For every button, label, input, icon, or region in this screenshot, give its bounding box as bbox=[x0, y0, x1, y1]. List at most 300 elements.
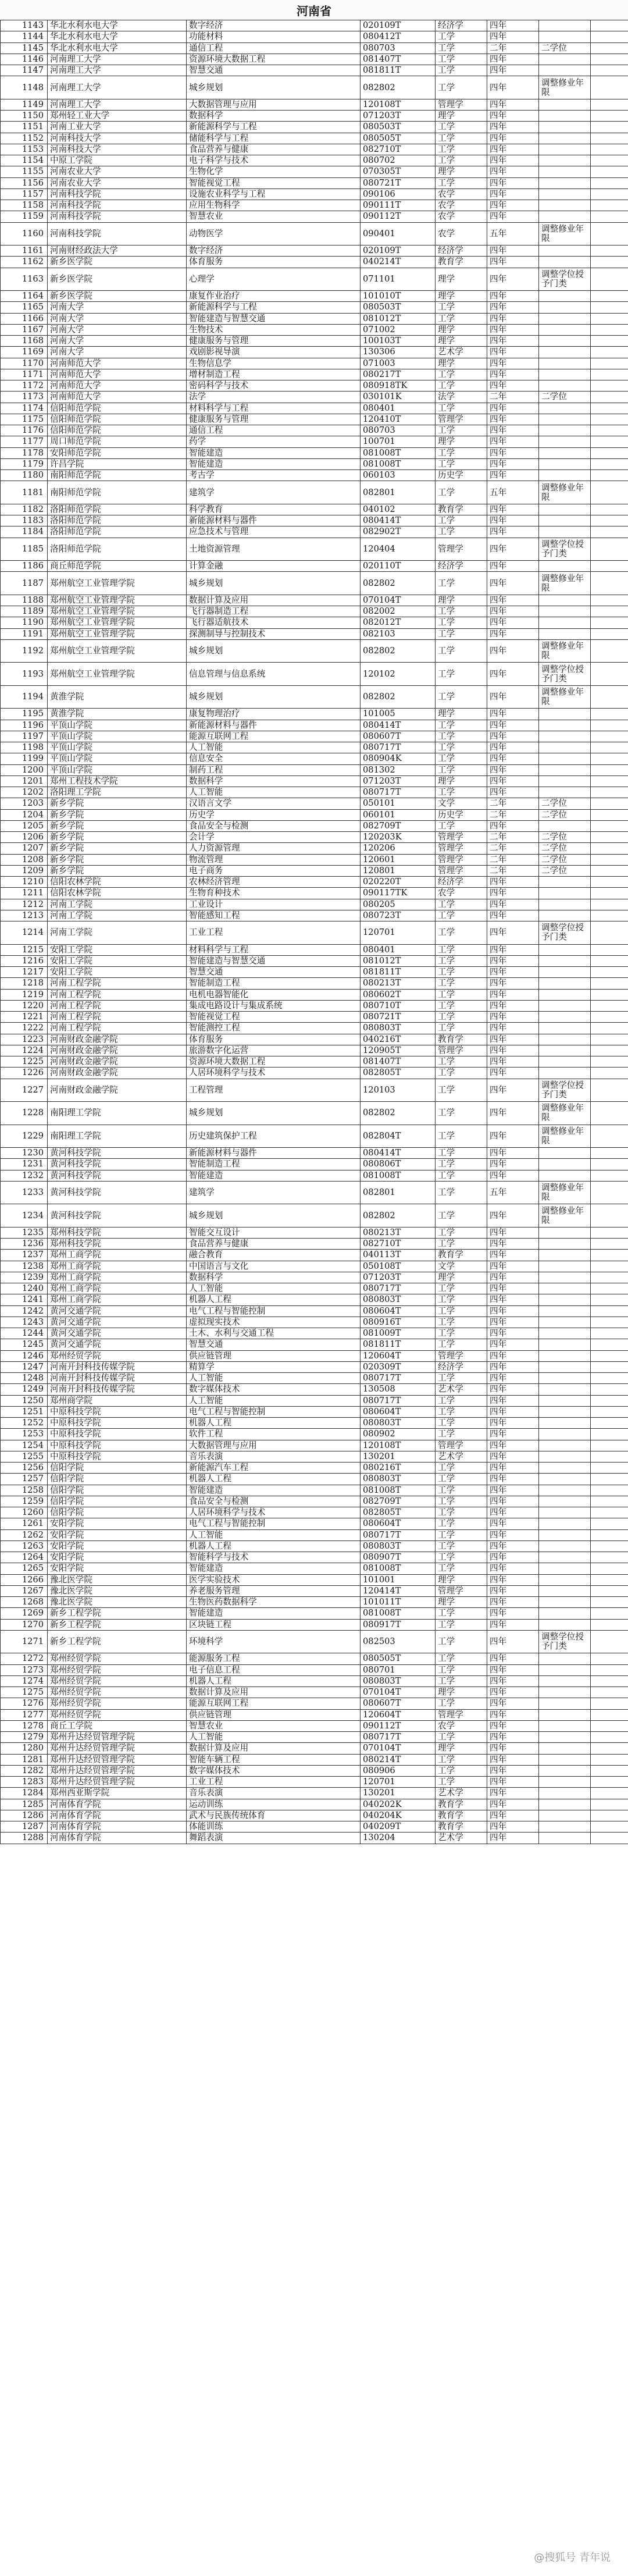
cell-university: 河南理工大学 bbox=[48, 65, 187, 76]
cell-duration: 四年 bbox=[487, 1597, 539, 1608]
cell-duration: 二年 bbox=[487, 832, 539, 843]
cell-university: 郑州经贸学院 bbox=[48, 1653, 187, 1664]
cell-major: 材料科学与工程 bbox=[187, 403, 361, 414]
cell-duration: 四年 bbox=[487, 380, 539, 392]
cell-extra-remark bbox=[591, 538, 628, 561]
cell-row-number: 1282 bbox=[1, 1765, 48, 1776]
cell-remark bbox=[539, 166, 591, 177]
cell-major: 体育服务 bbox=[187, 257, 361, 268]
table-row bbox=[1, 1440, 628, 1451]
cell-major-code: 071203T bbox=[361, 1272, 436, 1283]
cell-major-code: 080803T bbox=[361, 1675, 436, 1687]
cell-duration: 四年 bbox=[487, 1485, 539, 1496]
cell-major: 生物技术 bbox=[187, 324, 361, 335]
cell-extra-remark bbox=[591, 1765, 628, 1776]
cell-major-code: 082503 bbox=[361, 1630, 436, 1653]
table-row bbox=[1, 1339, 628, 1350]
cell-extra-remark bbox=[591, 1170, 628, 1181]
table-row bbox=[1, 65, 628, 76]
cell-remark bbox=[539, 1765, 591, 1776]
cell-degree-category: 工学 bbox=[436, 122, 487, 133]
cell-degree-category: 管理学 bbox=[436, 1045, 487, 1056]
table-row bbox=[1, 967, 628, 978]
cell-extra-remark bbox=[591, 257, 628, 268]
cell-degree-category: 农学 bbox=[436, 222, 487, 245]
cell-major-code: 071101 bbox=[361, 268, 436, 291]
cell-remark bbox=[539, 1406, 591, 1417]
cell-major: 电子信息工程 bbox=[187, 1664, 361, 1675]
table-row bbox=[1, 1574, 628, 1585]
cell-major: 数据计算及应用 bbox=[187, 1687, 361, 1698]
table-row bbox=[1, 313, 628, 324]
cell-extra-remark bbox=[591, 470, 628, 481]
cell-degree-category: 理学 bbox=[436, 436, 487, 447]
cell-major-code: 081009T bbox=[361, 1328, 436, 1339]
cell-remark bbox=[539, 1395, 591, 1406]
cell-major: 数据科学 bbox=[187, 775, 361, 787]
cell-degree-category: 工学 bbox=[436, 944, 487, 955]
cell-major: 汉语言文学 bbox=[187, 798, 361, 809]
cell-row-number: 1238 bbox=[1, 1261, 48, 1272]
cell-degree-category: 工学 bbox=[436, 1518, 487, 1529]
cell-duration: 四年 bbox=[487, 470, 539, 481]
cell-degree-category: 工学 bbox=[436, 515, 487, 526]
cell-major-code: 040102 bbox=[361, 504, 436, 515]
cell-major: 智慧农业 bbox=[187, 211, 361, 222]
cell-remark bbox=[539, 369, 591, 380]
table-row bbox=[1, 515, 628, 526]
cell-major: 软件工程 bbox=[187, 1429, 361, 1440]
cell-university: 洛阳师范学院 bbox=[48, 515, 187, 526]
cell-major-code: 120414T bbox=[361, 1585, 436, 1596]
cell-university: 洛阳师范学院 bbox=[48, 504, 187, 515]
table-row bbox=[1, 1261, 628, 1272]
cell-major-code: 080205 bbox=[361, 899, 436, 910]
cell-degree-category: 教育学 bbox=[436, 1821, 487, 1833]
cell-extra-remark bbox=[591, 1810, 628, 1821]
cell-remark bbox=[539, 595, 591, 606]
cell-extra-remark bbox=[591, 302, 628, 313]
cell-major: 新能源科学与工程 bbox=[187, 302, 361, 313]
table-row bbox=[1, 1765, 628, 1776]
cell-extra-remark bbox=[591, 1608, 628, 1619]
cell-major-code: 081008T bbox=[361, 1563, 436, 1574]
cell-major-code: 080702 bbox=[361, 155, 436, 166]
table-row bbox=[1, 820, 628, 831]
cell-duration: 四年 bbox=[487, 1204, 539, 1227]
cell-extra-remark bbox=[591, 1000, 628, 1011]
cell-major: 康复作业治疗 bbox=[187, 291, 361, 302]
cell-extra-remark bbox=[591, 1754, 628, 1765]
cell-row-number: 1201 bbox=[1, 775, 48, 787]
cell-university: 中原科技学院 bbox=[48, 1429, 187, 1440]
cell-extra-remark bbox=[591, 606, 628, 617]
cell-extra-remark bbox=[591, 347, 628, 358]
cell-degree-category: 农学 bbox=[436, 211, 487, 222]
cell-remark bbox=[539, 1653, 591, 1664]
cell-extra-remark bbox=[591, 1675, 628, 1687]
cell-degree-category: 工学 bbox=[436, 1148, 487, 1159]
cell-row-number: 1196 bbox=[1, 720, 48, 731]
cell-remark bbox=[539, 1777, 591, 1788]
cell-duration: 四年 bbox=[487, 877, 539, 888]
cell-degree-category: 工学 bbox=[436, 685, 487, 709]
cell-degree-category: 工学 bbox=[436, 1170, 487, 1181]
cell-row-number: 1174 bbox=[1, 403, 48, 414]
cell-extra-remark bbox=[591, 291, 628, 302]
cell-row-number: 1274 bbox=[1, 1675, 48, 1687]
cell-duration: 二年 bbox=[487, 854, 539, 865]
cell-university: 郑州工程技术学院 bbox=[48, 775, 187, 787]
cell-major-code: 120604T bbox=[361, 1709, 436, 1720]
cell-degree-category: 工学 bbox=[436, 1563, 487, 1574]
cell-extra-remark bbox=[591, 1451, 628, 1462]
cell-duration: 四年 bbox=[487, 1328, 539, 1339]
cell-remark: 二学位 bbox=[539, 392, 591, 403]
cell-remark bbox=[539, 1608, 591, 1619]
cell-university: 河南大学 bbox=[48, 313, 187, 324]
cell-duration: 四年 bbox=[487, 1732, 539, 1743]
cell-row-number: 1234 bbox=[1, 1204, 48, 1227]
cell-extra-remark bbox=[591, 978, 628, 989]
cell-remark: 调整修业年限 bbox=[539, 1204, 591, 1227]
table-row bbox=[1, 1406, 628, 1417]
cell-row-number: 1175 bbox=[1, 414, 48, 425]
cell-remark bbox=[539, 1709, 591, 1720]
cell-degree-category: 理学 bbox=[436, 268, 487, 291]
cell-duration: 四年 bbox=[487, 1079, 539, 1102]
cell-major-code: 080505T bbox=[361, 1653, 436, 1664]
cell-row-number: 1287 bbox=[1, 1821, 48, 1833]
cell-duration: 四年 bbox=[487, 358, 539, 369]
cell-remark bbox=[539, 1023, 591, 1034]
cell-major: 智能科学与技术 bbox=[187, 1552, 361, 1563]
cell-extra-remark bbox=[591, 1294, 628, 1305]
cell-major: 智能建造 bbox=[187, 1170, 361, 1181]
table-row bbox=[1, 1608, 628, 1619]
cell-row-number: 1206 bbox=[1, 832, 48, 843]
table-row bbox=[1, 1732, 628, 1743]
cell-duration: 四年 bbox=[487, 1810, 539, 1821]
cell-remark: 调整学位授予门类 bbox=[539, 268, 591, 291]
cell-duration: 四年 bbox=[487, 910, 539, 921]
cell-row-number: 1288 bbox=[1, 1833, 48, 1844]
cell-major-code: 090401 bbox=[361, 222, 436, 245]
cell-row-number: 1249 bbox=[1, 1384, 48, 1395]
cell-row-number: 1231 bbox=[1, 1159, 48, 1170]
table-row bbox=[1, 481, 628, 504]
cell-remark bbox=[539, 888, 591, 899]
cell-major: 养老服务管理 bbox=[187, 1585, 361, 1596]
cell-university: 新乡学院 bbox=[48, 820, 187, 831]
cell-major: 人居环境科学与技术 bbox=[187, 1507, 361, 1518]
cell-row-number: 1215 bbox=[1, 944, 48, 955]
cell-major: 电气工程与智能控制 bbox=[187, 1406, 361, 1417]
table-row bbox=[1, 1350, 628, 1361]
cell-university: 郑州升达经贸管理学院 bbox=[48, 1754, 187, 1765]
cell-university: 华北水利水电大学 bbox=[48, 42, 187, 54]
cell-remark bbox=[539, 122, 591, 133]
cell-degree-category: 理学 bbox=[436, 166, 487, 177]
cell-row-number: 1268 bbox=[1, 1597, 48, 1608]
table-row bbox=[1, 572, 628, 595]
cell-extra-remark bbox=[591, 1777, 628, 1788]
cell-university: 郑州工商学院 bbox=[48, 1272, 187, 1283]
cell-degree-category: 教育学 bbox=[436, 1799, 487, 1810]
table-row bbox=[1, 877, 628, 888]
cell-major-code: 080214T bbox=[361, 1754, 436, 1765]
cell-duration: 四年 bbox=[487, 1339, 539, 1350]
cell-extra-remark bbox=[591, 595, 628, 606]
table-row bbox=[1, 561, 628, 572]
cell-row-number: 1184 bbox=[1, 526, 48, 538]
cell-university: 新乡学院 bbox=[48, 854, 187, 865]
cell-duration: 四年 bbox=[487, 753, 539, 764]
table-row bbox=[1, 122, 628, 133]
cell-row-number: 1170 bbox=[1, 358, 48, 369]
cell-major-code: 050101 bbox=[361, 798, 436, 809]
cell-duration: 四年 bbox=[487, 955, 539, 966]
cell-extra-remark bbox=[591, 1529, 628, 1540]
cell-row-number: 1248 bbox=[1, 1373, 48, 1384]
cell-major: 城乡规划 bbox=[187, 572, 361, 595]
cell-row-number: 1272 bbox=[1, 1653, 48, 1664]
table-row bbox=[1, 775, 628, 787]
cell-major: 建筑学 bbox=[187, 481, 361, 504]
cell-major-code: 082802 bbox=[361, 639, 436, 663]
cell-remark bbox=[539, 347, 591, 358]
cell-row-number: 1162 bbox=[1, 257, 48, 268]
cell-row-number: 1164 bbox=[1, 291, 48, 302]
cell-duration: 四年 bbox=[487, 447, 539, 458]
cell-degree-category: 工学 bbox=[436, 1125, 487, 1148]
cell-major-code: 080505T bbox=[361, 133, 436, 144]
cell-major: 康复物理治疗 bbox=[187, 709, 361, 720]
cell-major-code: 020309T bbox=[361, 1361, 436, 1372]
cell-remark bbox=[539, 561, 591, 572]
cell-extra-remark bbox=[591, 1540, 628, 1552]
cell-duration: 二年 bbox=[487, 392, 539, 403]
cell-row-number: 1271 bbox=[1, 1630, 48, 1653]
cell-duration: 四年 bbox=[487, 1563, 539, 1574]
table-row bbox=[1, 955, 628, 966]
cell-extra-remark bbox=[591, 753, 628, 764]
cell-row-number: 1278 bbox=[1, 1720, 48, 1731]
cell-major-code: 080213T bbox=[361, 1227, 436, 1238]
cell-remark bbox=[539, 1720, 591, 1731]
cell-extra-remark bbox=[591, 392, 628, 403]
cell-major: 机器人工程 bbox=[187, 1418, 361, 1429]
cell-major: 建筑学 bbox=[187, 1181, 361, 1204]
cell-major: 储能科学与工程 bbox=[187, 133, 361, 144]
cell-extra-remark bbox=[591, 447, 628, 458]
cell-degree-category: 工学 bbox=[436, 1496, 487, 1507]
cell-extra-remark bbox=[591, 144, 628, 155]
cell-major-code: 082802 bbox=[361, 685, 436, 709]
cell-major: 材料科学与工程 bbox=[187, 944, 361, 955]
table-row bbox=[1, 1361, 628, 1372]
cell-duration: 四年 bbox=[487, 122, 539, 133]
cell-degree-category: 工学 bbox=[436, 313, 487, 324]
table-row bbox=[1, 76, 628, 99]
cell-university: 新乡工程学院 bbox=[48, 1630, 187, 1653]
cell-row-number: 1217 bbox=[1, 967, 48, 978]
cell-extra-remark bbox=[591, 1056, 628, 1068]
cell-extra-remark bbox=[591, 1585, 628, 1596]
cell-remark bbox=[539, 1463, 591, 1474]
cell-university: 洛阳师范学院 bbox=[48, 526, 187, 538]
cell-extra-remark bbox=[591, 685, 628, 709]
cell-remark bbox=[539, 1227, 591, 1238]
cell-major: 考古学 bbox=[187, 470, 361, 481]
cell-university: 平顶山学院 bbox=[48, 731, 187, 742]
cell-major: 生物育种技术 bbox=[187, 888, 361, 899]
cell-degree-category: 教育学 bbox=[436, 1810, 487, 1821]
cell-duration: 四年 bbox=[487, 1429, 539, 1440]
cell-university: 郑州工商学院 bbox=[48, 1250, 187, 1261]
cell-degree-category: 工学 bbox=[436, 1540, 487, 1552]
cell-duration: 四年 bbox=[487, 403, 539, 414]
cell-extra-remark bbox=[591, 1574, 628, 1585]
cell-duration: 四年 bbox=[487, 76, 539, 99]
cell-university: 平顶山学院 bbox=[48, 742, 187, 753]
cell-remark bbox=[539, 967, 591, 978]
cell-major: 数字媒体技术 bbox=[187, 1765, 361, 1776]
cell-major: 药学 bbox=[187, 436, 361, 447]
cell-remark bbox=[539, 1675, 591, 1687]
cell-major: 城乡规划 bbox=[187, 1204, 361, 1227]
cell-degree-category: 工学 bbox=[436, 144, 487, 155]
cell-university: 郑州经贸学院 bbox=[48, 1675, 187, 1687]
cell-extra-remark bbox=[591, 1698, 628, 1709]
cell-extra-remark bbox=[591, 358, 628, 369]
cell-remark bbox=[539, 1328, 591, 1339]
cell-remark: 二学位 bbox=[539, 843, 591, 854]
cell-university: 郑州航空工业管理学院 bbox=[48, 663, 187, 686]
cell-major-code: 080721T bbox=[361, 1012, 436, 1023]
cell-major: 环境科学 bbox=[187, 1630, 361, 1653]
cell-major-code: 080717T bbox=[361, 1283, 436, 1294]
table-row bbox=[1, 709, 628, 720]
cell-row-number: 1198 bbox=[1, 742, 48, 753]
cell-row-number: 1149 bbox=[1, 99, 48, 110]
cell-remark: 调整修业年限 bbox=[539, 572, 591, 595]
cell-remark: 调整修业年限 bbox=[539, 685, 591, 709]
cell-major-code: 120206 bbox=[361, 843, 436, 854]
cell-major-code: 070104T bbox=[361, 1743, 436, 1754]
cell-row-number: 1167 bbox=[1, 324, 48, 335]
cell-remark bbox=[539, 955, 591, 966]
cell-major: 智能建造与智慧交通 bbox=[187, 313, 361, 324]
cell-remark bbox=[539, 447, 591, 458]
table-row bbox=[1, 458, 628, 469]
cell-university: 安阳学院 bbox=[48, 1540, 187, 1552]
cell-extra-remark bbox=[591, 742, 628, 753]
cell-extra-remark bbox=[591, 628, 628, 639]
cell-major-code: 120102 bbox=[361, 663, 436, 686]
table-row bbox=[1, 1125, 628, 1148]
cell-major: 探测制导与控制技术 bbox=[187, 628, 361, 639]
table-row bbox=[1, 628, 628, 639]
cell-extra-remark bbox=[591, 820, 628, 831]
table-row bbox=[1, 731, 628, 742]
cell-degree-category: 工学 bbox=[436, 639, 487, 663]
cell-extra-remark bbox=[591, 1317, 628, 1328]
table-row bbox=[1, 1496, 628, 1507]
cell-duration: 四年 bbox=[487, 1361, 539, 1372]
cell-extra-remark bbox=[591, 1406, 628, 1417]
cell-remark bbox=[539, 1687, 591, 1698]
cell-university: 安阳学院 bbox=[48, 1518, 187, 1529]
cell-duration: 四年 bbox=[487, 166, 539, 177]
cell-university: 河南科技学院 bbox=[48, 211, 187, 222]
cell-major: 能源互联网工程 bbox=[187, 731, 361, 742]
table-row bbox=[1, 358, 628, 369]
cell-row-number: 1182 bbox=[1, 504, 48, 515]
cell-major: 数字经济 bbox=[187, 20, 361, 31]
cell-degree-category: 管理学 bbox=[436, 99, 487, 110]
cell-duration: 四年 bbox=[487, 31, 539, 42]
cell-major-code: 080721T bbox=[361, 177, 436, 188]
table-row bbox=[1, 1653, 628, 1664]
cell-major: 飞行器制造工程 bbox=[187, 606, 361, 617]
cell-major: 科学教育 bbox=[187, 504, 361, 515]
cell-university: 新乡医学院 bbox=[48, 268, 187, 291]
cell-major: 数据科学 bbox=[187, 1272, 361, 1283]
cell-major-code: 060101 bbox=[361, 809, 436, 820]
cell-degree-category: 工学 bbox=[436, 572, 487, 595]
cell-major-code: 130306 bbox=[361, 347, 436, 358]
cell-extra-remark bbox=[591, 1328, 628, 1339]
cell-degree-category: 工学 bbox=[436, 1395, 487, 1406]
cell-degree-category: 工学 bbox=[436, 820, 487, 831]
cell-major-code: 071002 bbox=[361, 324, 436, 335]
table-row bbox=[1, 526, 628, 538]
cell-extra-remark bbox=[591, 526, 628, 538]
table-row bbox=[1, 188, 628, 200]
cell-major-code: 080918TK bbox=[361, 380, 436, 392]
cell-university: 河南财政金融学院 bbox=[48, 1056, 187, 1068]
cell-major-code: 081302 bbox=[361, 764, 436, 775]
cell-degree-category: 理学 bbox=[436, 1574, 487, 1585]
cell-degree-category: 工学 bbox=[436, 1294, 487, 1305]
cell-major: 设施农业科学与工程 bbox=[187, 188, 361, 200]
cell-duration: 四年 bbox=[487, 1373, 539, 1384]
cell-extra-remark bbox=[591, 1204, 628, 1227]
cell-row-number: 1262 bbox=[1, 1529, 48, 1540]
table-row bbox=[1, 854, 628, 865]
cell-degree-category: 工学 bbox=[436, 899, 487, 910]
cell-university: 黄河交通学院 bbox=[48, 1339, 187, 1350]
cell-major-code: 082805T bbox=[361, 1507, 436, 1518]
table-row bbox=[1, 921, 628, 945]
table-row bbox=[1, 1250, 628, 1261]
table-row bbox=[1, 1485, 628, 1496]
table-row bbox=[1, 20, 628, 31]
cell-extra-remark bbox=[591, 1485, 628, 1496]
cell-degree-category: 农学 bbox=[436, 1720, 487, 1731]
cell-remark: 调整学位授予门类 bbox=[539, 538, 591, 561]
cell-major-code: 040214T bbox=[361, 257, 436, 268]
cell-university: 河南工学院 bbox=[48, 921, 187, 945]
cell-degree-category: 工学 bbox=[436, 1529, 487, 1540]
cell-remark bbox=[539, 753, 591, 764]
cell-row-number: 1172 bbox=[1, 380, 48, 392]
table-row bbox=[1, 369, 628, 380]
cell-duration: 四年 bbox=[487, 1743, 539, 1754]
cell-duration: 四年 bbox=[487, 1451, 539, 1462]
cell-major-code: 090112T bbox=[361, 1720, 436, 1731]
